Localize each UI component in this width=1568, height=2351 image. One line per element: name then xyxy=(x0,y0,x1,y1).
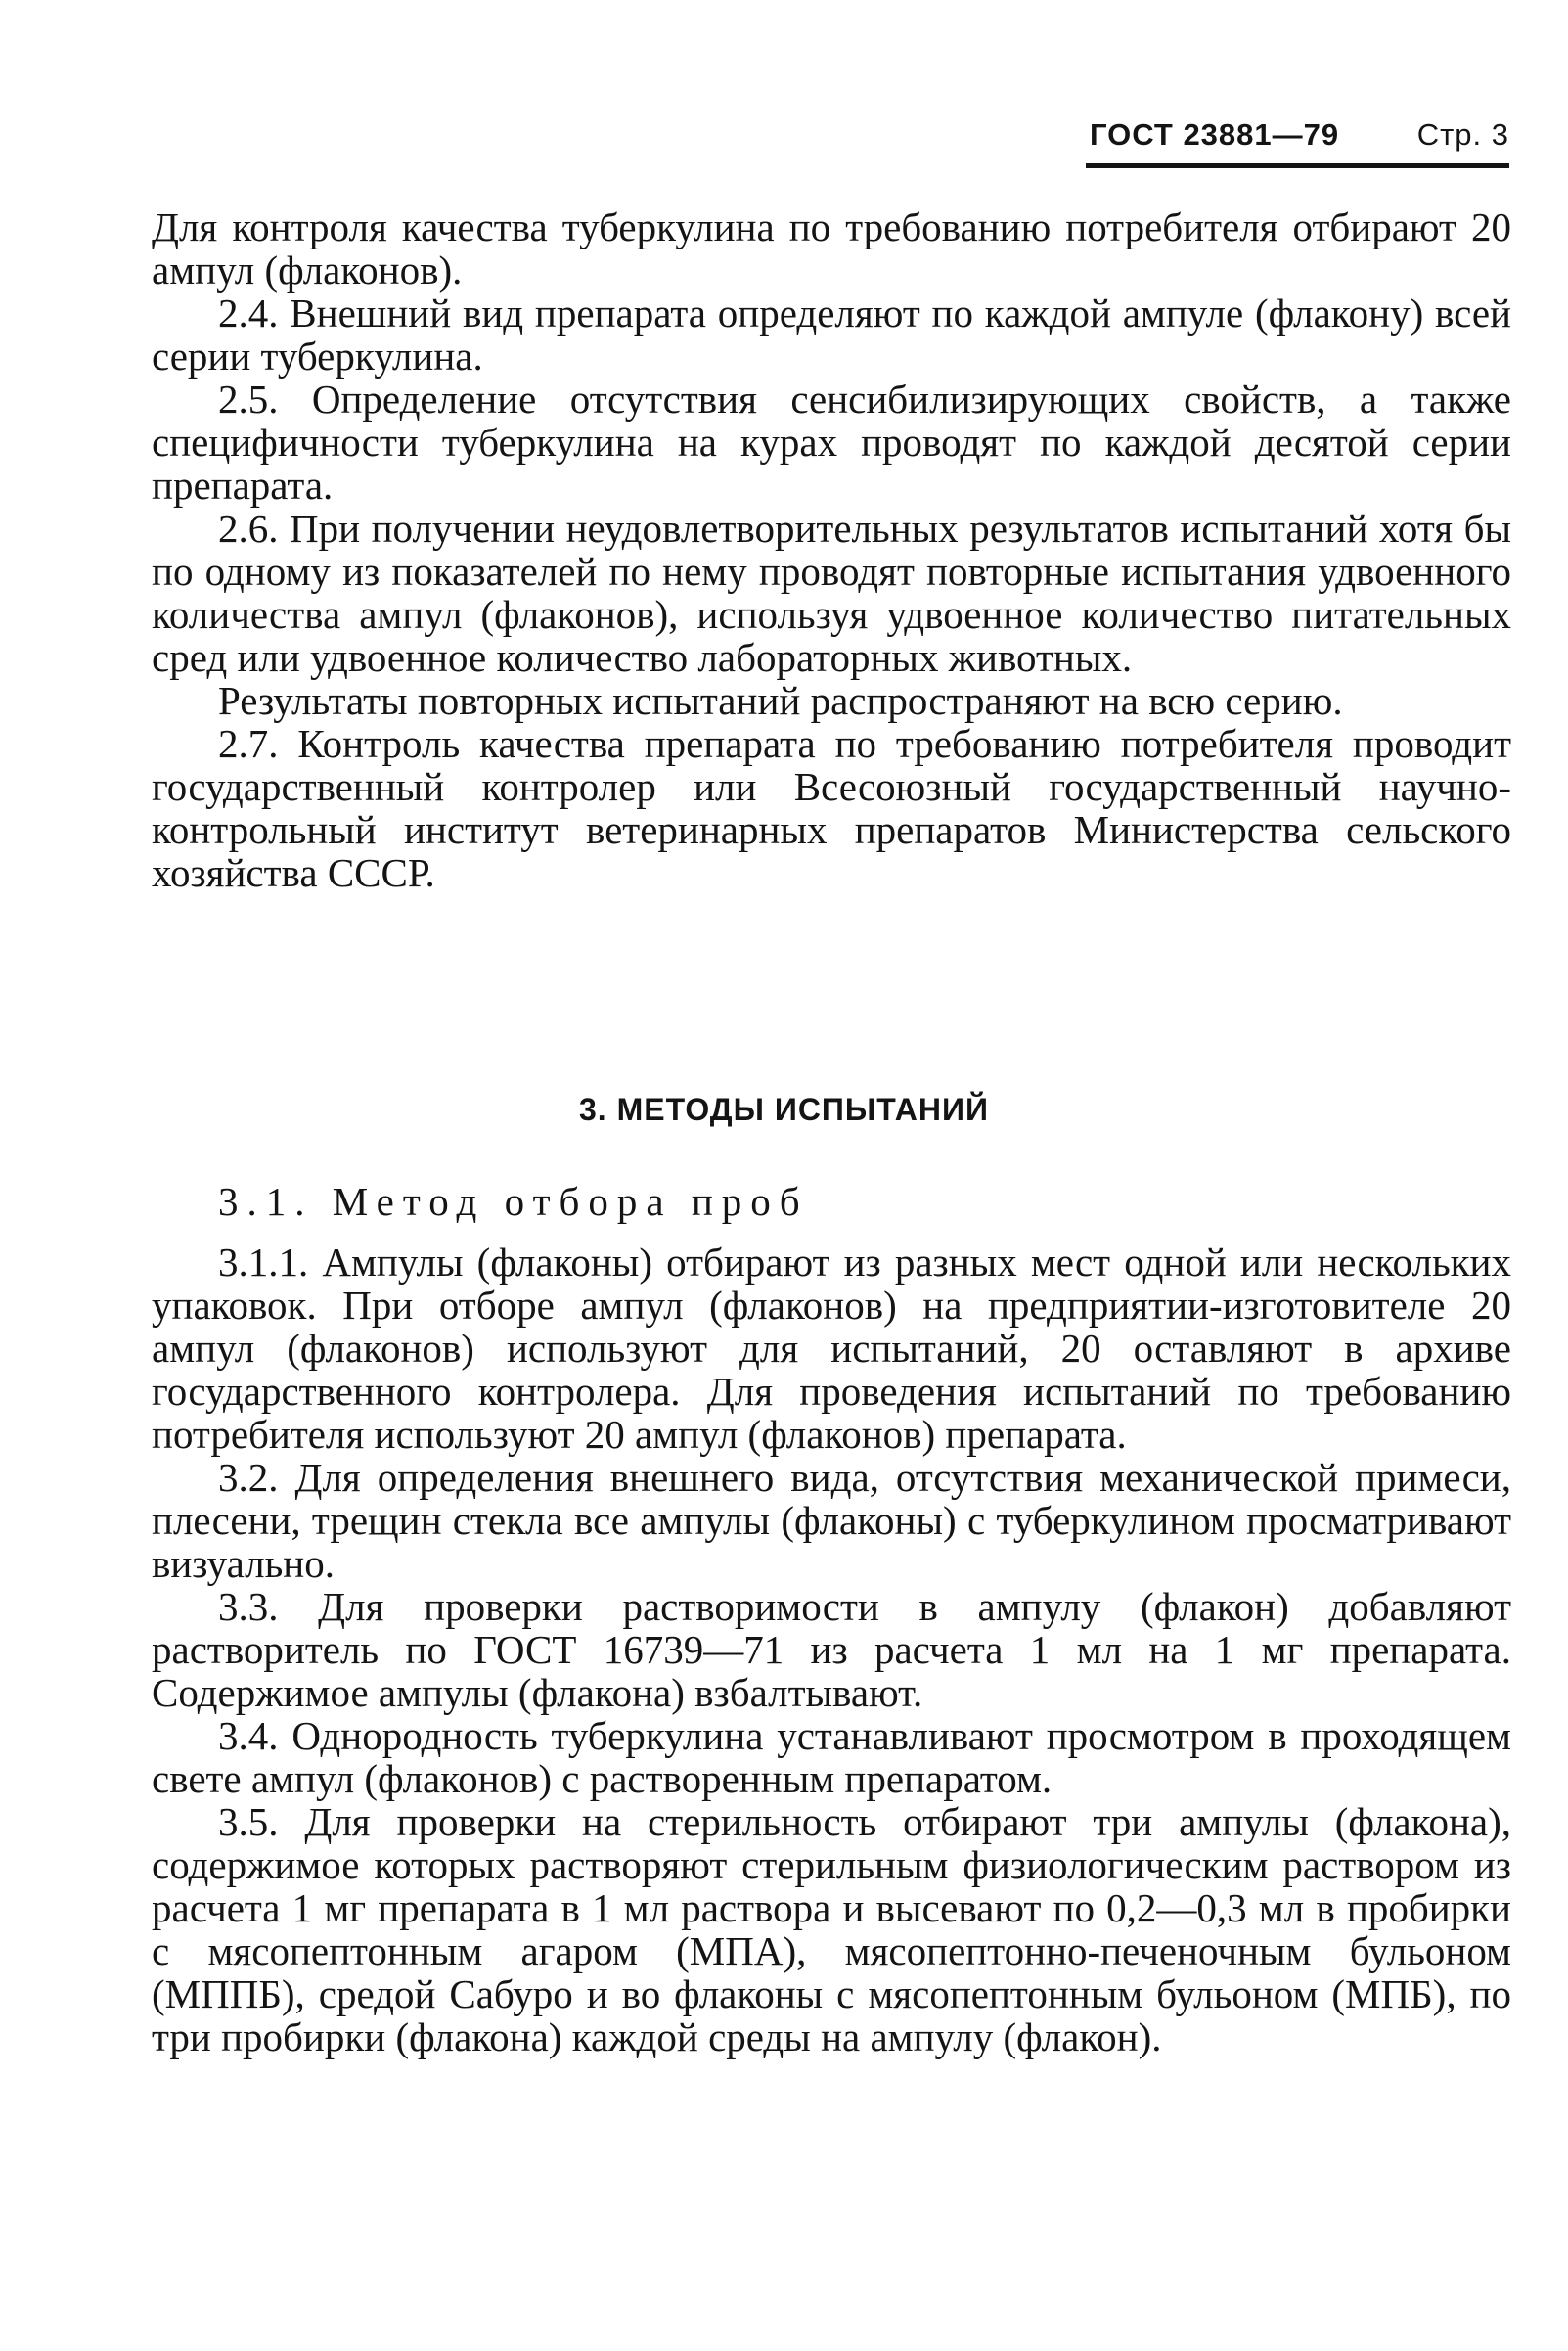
paragraph: 3.2. Для определения внешнего вида, отсутствия механической примеси, плесени, трещин стекла все ампулы (флаконы) с туберкулином просматривают визуально. xyxy=(152,1455,1511,1586)
section-heading: 3. МЕТОДЫ ИСПЫТАНИЙ xyxy=(579,1092,989,1127)
section-3-body xyxy=(152,1180,1511,2058)
paragraph: 2.7. Контроль качества препарата по требованию потребителя проводит государственный контролер или Всесоюзный государственный научно-контрольный институт ветеринарных препаратов Министерства сельского хозяйства СССР. xyxy=(152,721,1511,895)
paragraph: 3.5. Для проверки на стерильность отбирают три ампулы (флакона), содержимое которых растворяют стерильным физиологическим раствором из расчета 1 мг препарата в 1 мл раствора и высевают по 0,2—0,3 мл в пробирки с мясопептонным агаром (МПА), мясопептонно-печеночным бульоном (МППБ), средой Сабуро и во флаконы с мясопептонным бульоном (МПБ), по три пробирки (флакона) каждой среды на ампулу (флакон). xyxy=(152,1799,1511,2059)
paragraph: 2.4. Внешний вид препарата определяют по каждой ампуле (флакону) всей серии туберкулина. xyxy=(152,291,1511,379)
page-number: Стр. 3 xyxy=(1416,117,1509,152)
paragraph: Для контроля качества туберкулина по требованию потребителя отбирают 20 ампул (флаконов). xyxy=(152,204,1511,293)
paragraph: 2.5. Определение отсутствия сенсибилизирующих свойств, а также специфичности туберкулина на курах проводят по каждой десятой серии препарата. xyxy=(152,377,1511,508)
standard-number: ГОСТ 23881—79 xyxy=(1090,117,1340,152)
subsection-heading: 3.1. Метод отбора проб xyxy=(218,1179,809,1224)
paragraph: 2.6. При получении неудовлетворительных результатов испытаний хотя бы по одному из показателей по нему проводят повторные испытания удвоенного количества ампул (флаконов), используя удвоенное количество питательных сред или удвоенное количество лабораторных животных. xyxy=(152,506,1511,680)
paragraph: 3.4. Однородность туберкулина устанавливают просмотром в проходящем свете ампул (флаконов) с растворенным препаратом. xyxy=(152,1713,1511,1801)
running-header xyxy=(1086,110,1509,168)
paragraph: 3.1.1. Ампулы (флаконы) отбирают из разных мест одной или нескольких упаковок. При отборе ампул (флаконов) на предприятии-изготовителе 20 ампул (флаконов) используют для испытаний, 20 оставляют в архиве государственного контролера. Для проведения испытаний по требованию потребителя используют 20 ампул (флаконов) препарата. xyxy=(152,1240,1511,1457)
paragraph: 3.3. Для проверки растворимости в ампулу (флакон) добавляют растворитель по ГОСТ 16739—71 из расчета 1 мл на 1 мг препарата. Содержимое ампулы (флакона) взбалтывают. xyxy=(152,1584,1511,1715)
paragraph: Результаты повторных испытаний распространяют на всю серию. xyxy=(218,678,1343,723)
section-2-continuation xyxy=(152,205,1511,894)
